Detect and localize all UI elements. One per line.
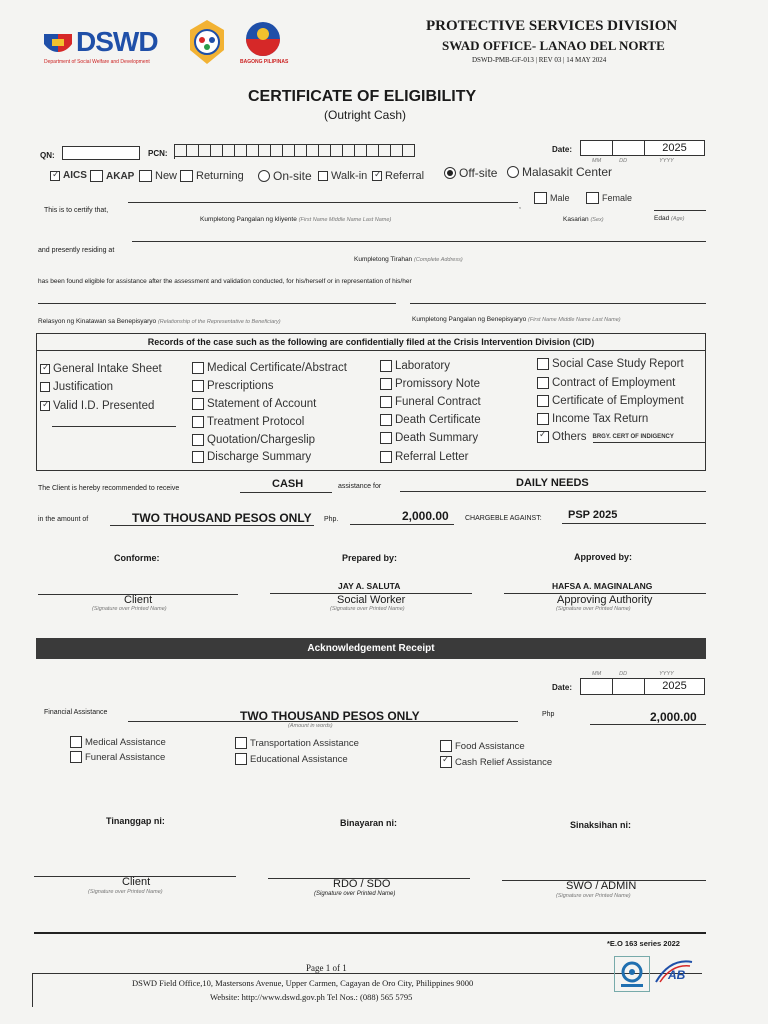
record-valid-id[interactable]: ✓ Valid I.D. Presented xyxy=(40,400,154,412)
record-medical-cert[interactable]: Medical Certificate/Abstract xyxy=(192,362,347,374)
contract-employment-checkbox[interactable] xyxy=(537,377,549,389)
record-referral-letter[interactable]: Referral Letter xyxy=(380,451,469,463)
received-label: Tinanggap ni: xyxy=(106,816,165,826)
promissory-checkbox[interactable] xyxy=(380,378,392,390)
record-treatment[interactable]: Treatment Protocol xyxy=(192,416,304,428)
swo-label: SWO / ADMIN xyxy=(566,880,637,892)
death-cert-checkbox[interactable] xyxy=(380,414,392,426)
footer-contact: Website: http://www.dswd.gov.ph Tel Nos.: (088) 565 5795 xyxy=(210,992,413,1002)
record-laboratory[interactable]: Laboratory xyxy=(380,360,450,372)
malasakit-option[interactable] xyxy=(507,165,612,179)
female-checkbox[interactable] xyxy=(586,192,599,204)
date-field[interactable] xyxy=(580,140,705,156)
case-study-checkbox[interactable] xyxy=(537,358,549,370)
aics-label: AICS xyxy=(63,170,87,181)
client-sig-caption: (Signature over Printed Name) xyxy=(92,606,167,612)
record-death-cert[interactable]: Death Certificate xyxy=(380,414,481,426)
office-title: SWAD OFFICE- LANAO DEL NORTE xyxy=(442,38,665,53)
address-caption: Kumpletong Tirahan (Complete Address) xyxy=(354,256,463,263)
ack-amount-value: 2,000.00 xyxy=(650,710,697,724)
amount-label: in the amount of xyxy=(38,516,89,523)
dswd-emblem-icon xyxy=(42,30,74,56)
chargeable-label: CHARGEBLE AGAINST: xyxy=(465,515,542,522)
offsite-radio[interactable] xyxy=(444,167,456,179)
onsite-radio[interactable] xyxy=(258,170,270,182)
bagong-seal-icon xyxy=(188,18,226,66)
ack-amount-words-line[interactable] xyxy=(128,721,518,722)
comma: , xyxy=(519,203,521,210)
akap-label: AKAP xyxy=(106,170,135,182)
client-name-caption: Kumpletong Pangalan ng kliyente (First Name Middle Name Last Name) xyxy=(200,216,392,223)
ack-food-checkbox[interactable] xyxy=(440,740,452,752)
others-value: BRGY. CERT OF INDIGENCY xyxy=(592,434,674,440)
ack-php-label: Php xyxy=(542,711,555,718)
records-header: Records of the case such as the following are confidentially filed at the Crisis Intervention Division (CID) xyxy=(37,334,705,351)
amount-value: 2,000.00 xyxy=(402,509,449,523)
financial-label: Financial Assistance xyxy=(44,709,108,716)
offsite-option[interactable] xyxy=(444,166,497,180)
record-quotation[interactable]: Quotation/Chargeslip xyxy=(192,434,315,446)
qn-label: QN: xyxy=(40,151,55,160)
justification-checkbox[interactable] xyxy=(40,382,50,392)
record-statement[interactable]: Statement of Account xyxy=(192,398,316,410)
others-line[interactable] xyxy=(593,442,705,443)
male-label: Male xyxy=(550,193,570,203)
ack-header: Acknowledgement Receipt xyxy=(36,638,706,659)
returning-label: Returning xyxy=(196,170,244,182)
ack-date-captions: MM DD YYYY xyxy=(592,671,674,677)
ack-educational[interactable]: Educational Assistance xyxy=(235,753,348,765)
onsite-option[interactable] xyxy=(258,169,312,183)
program-aics[interactable] xyxy=(50,170,87,181)
ack-client-label: Client xyxy=(122,876,151,888)
akap-checkbox[interactable] xyxy=(90,170,103,182)
ack-food[interactable]: Food Assistance xyxy=(440,740,525,752)
walkin-label: Walk-in xyxy=(331,170,368,182)
col1-blank-line[interactable] xyxy=(52,426,176,427)
cert-employment-checkbox[interactable] xyxy=(537,395,549,407)
record-justification[interactable]: Justification xyxy=(40,381,113,393)
ack-amount-words: TWO THOUSAND PESOS ONLY xyxy=(240,709,420,723)
age-caption: Edad (Age) xyxy=(654,215,685,222)
offsite-label: Off-site xyxy=(459,166,498,180)
ack-funeral[interactable]: Funeral Assistance xyxy=(70,751,165,763)
swo-sig-caption: (Signature over Printed Name) xyxy=(556,893,631,899)
itr-checkbox[interactable] xyxy=(537,413,549,425)
amount-in-words-caption: (Amount in words) xyxy=(288,723,333,729)
page-subtitle: (Outright Cash) xyxy=(324,108,407,122)
relationship-caption: Relasyon ng Kinatawan sa Benepisyaryo (Relationship of the Representative to Beneficiary) xyxy=(38,318,281,325)
amount-value-line[interactable] xyxy=(350,524,454,525)
male-option[interactable] xyxy=(534,192,570,204)
ack-date-label: Date: xyxy=(552,683,573,692)
footer-address: DSWD Field Office,10, Mastersons Avenue, Upper Carmen, Cagayan de Oro City, Philippines 9000 xyxy=(132,978,474,988)
referral-option[interactable] xyxy=(372,170,424,182)
iso-badge xyxy=(614,956,650,992)
client-returning[interactable] xyxy=(180,170,244,182)
residing-text: and presently residing at xyxy=(38,247,115,254)
quotation-checkbox[interactable] xyxy=(192,434,204,446)
chargeable-value: PSP 2025 xyxy=(568,509,618,521)
statement-checkbox[interactable] xyxy=(192,398,204,410)
qn-field[interactable] xyxy=(62,146,140,160)
pcn-label: PCN: xyxy=(148,149,168,158)
footer-divider xyxy=(34,932,706,934)
recommended-text: The Client is hereby recommended to receive xyxy=(38,485,180,492)
social-worker-sig-caption: (Signature over Printed Name) xyxy=(330,606,405,612)
page-title: CERTIFICATE OF ELIGIBILITY xyxy=(248,88,477,105)
ack-funeral-checkbox[interactable] xyxy=(70,751,82,763)
php-label: Php. xyxy=(324,516,339,523)
bagong-pilipinas-icon xyxy=(240,20,286,58)
death-summary-checkbox[interactable] xyxy=(380,432,392,444)
record-general-intake[interactable]: ✓ General Intake Sheet xyxy=(40,363,162,375)
date-year: 2025 xyxy=(662,142,687,154)
brand-text: DSWD xyxy=(76,26,158,57)
record-funeral-contract[interactable]: Funeral Contract xyxy=(380,396,481,408)
approver-name: HAFSA A. MAGINALANG xyxy=(552,581,653,591)
client-name-line[interactable] xyxy=(128,202,518,203)
social-worker-name: JAY A. SALUTA xyxy=(338,581,401,591)
ack-date-field[interactable] xyxy=(580,678,705,695)
record-discharge[interactable]: Discharge Summary xyxy=(192,451,311,463)
assistance-for-text: assistance for xyxy=(338,483,382,490)
ack-cash-relief[interactable]: ✓ Cash Relief Assistance xyxy=(440,756,552,768)
division-title: PROTECTIVE SERVICES DIVISION xyxy=(426,18,678,34)
relationship-line[interactable] xyxy=(38,303,396,304)
beneficiary-line[interactable] xyxy=(410,303,706,304)
bagong-pilipinas-logo xyxy=(240,20,290,68)
program-akap[interactable] xyxy=(90,170,134,182)
funeral-contract-checkbox[interactable] xyxy=(380,396,392,408)
amount-words-line[interactable] xyxy=(110,525,314,526)
witness-label: Sinaksihan ni: xyxy=(570,820,632,830)
others-checkbox[interactable] xyxy=(537,431,549,443)
ack-educational-checkbox[interactable] xyxy=(235,753,247,765)
purpose-line[interactable] xyxy=(400,491,706,492)
iso-certification-icon xyxy=(615,957,649,991)
referral-checkbox[interactable] xyxy=(372,171,382,181)
page-number: Page 1 of 1 xyxy=(306,963,347,973)
prepared-label: Prepared by: xyxy=(342,553,398,563)
referral-letter-checkbox[interactable] xyxy=(380,451,392,463)
beneficiary-caption: Kumpletong Pangalan ng Benepisyaryo (First Name Middle Name Last Name) xyxy=(412,316,621,323)
ack-transportation[interactable]: Transportation Assistance xyxy=(235,737,359,749)
malasakit-radio[interactable] xyxy=(507,166,519,178)
record-promissory[interactable]: Promissory Note xyxy=(380,378,480,390)
walkin-option[interactable] xyxy=(318,170,367,182)
ack-medical[interactable]: Medical Assistance xyxy=(70,736,166,748)
returning-checkbox[interactable] xyxy=(180,170,193,182)
record-itr[interactable]: Income Tax Return xyxy=(537,413,648,425)
conforme-label: Conforme: xyxy=(114,553,160,563)
ack-medical-checkbox[interactable] xyxy=(70,736,82,748)
client-new[interactable] xyxy=(139,170,177,182)
ack-cash-relief-checkbox[interactable] xyxy=(440,756,452,768)
ab-cert-logo xyxy=(652,956,696,996)
general-intake-checkbox[interactable] xyxy=(40,364,50,374)
new-checkbox[interactable] xyxy=(139,170,152,182)
ack-amount-value-line[interactable] xyxy=(590,724,706,725)
bagong-text: BAGONG PILIPINAS xyxy=(240,59,289,65)
walkin-checkbox[interactable] xyxy=(318,171,328,181)
female-label: Female xyxy=(602,193,633,203)
malasakit-label: Malasakit Center xyxy=(522,165,613,179)
seal-logo xyxy=(188,18,228,66)
prescriptions-checkbox[interactable] xyxy=(192,380,204,392)
eligible-text: has been found eligible for assistance after the assessment and validation conducted, for his/herself or in representation of his/her xyxy=(38,278,412,285)
referral-label: Referral xyxy=(385,170,425,182)
chargeable-line[interactable] xyxy=(562,523,706,524)
date-label: Date: xyxy=(552,145,573,154)
ab-text: AB xyxy=(668,968,686,982)
brand-subtext: Department of Social Welfare and Development xyxy=(44,59,150,65)
onsite-label: On-site xyxy=(273,169,312,183)
age-line[interactable] xyxy=(654,210,706,211)
valid-id-checkbox[interactable] xyxy=(40,401,50,411)
mode-line[interactable] xyxy=(240,492,332,493)
record-prescriptions[interactable]: Prescriptions xyxy=(192,380,273,392)
record-others[interactable]: ✓ Others BRGY. CERT OF INDIGENCY xyxy=(537,431,674,443)
certify-text: This is to certify that, xyxy=(44,207,109,214)
paid-label: Binayaran ni: xyxy=(340,818,398,828)
female-option[interactable] xyxy=(586,192,632,204)
approver-sig-caption: (Signature over Printed Name) xyxy=(556,606,631,612)
record-case-study[interactable]: Social Case Study Report xyxy=(537,358,684,370)
client-label: Client xyxy=(124,594,153,606)
purpose-value: DAILY NEEDS xyxy=(516,477,589,489)
rdo-sig-caption: (Signature over Printed Name) xyxy=(314,891,396,897)
record-contract-employment[interactable]: Contract of Employment xyxy=(537,377,675,389)
approver-label: Approving Authority xyxy=(557,594,653,606)
dswd-logo xyxy=(42,26,176,70)
laboratory-checkbox[interactable] xyxy=(380,360,392,372)
eo-text: *E.O 163 series 2022 xyxy=(607,939,680,948)
doc-code: DSWD-PMB-GF-013 | REV 03 | 14 MAY 2024 xyxy=(472,56,607,64)
address-line[interactable] xyxy=(132,241,706,242)
amount-words: TWO THOUSAND PESOS ONLY xyxy=(132,511,312,525)
new-label: New xyxy=(155,170,178,182)
ack-transportation-checkbox[interactable] xyxy=(235,737,247,749)
aics-checkbox[interactable] xyxy=(50,171,60,181)
rdo-label: RDO / SDO xyxy=(333,878,391,890)
approved-label: Approved by: xyxy=(574,552,633,562)
male-checkbox[interactable] xyxy=(534,192,547,204)
pcn-field[interactable] xyxy=(174,144,426,159)
social-worker-label: Social Worker xyxy=(337,594,406,606)
date-captions: MM DD YYYY xyxy=(592,158,674,164)
medical-cert-checkbox[interactable] xyxy=(192,362,204,374)
mode-value: CASH xyxy=(272,478,304,490)
discharge-checkbox[interactable] xyxy=(192,451,204,463)
record-cert-employment[interactable]: Certificate of Employment xyxy=(537,395,684,407)
ack-date-year: 2025 xyxy=(662,680,687,692)
sex-caption: Kasarian (Sex) xyxy=(563,216,604,223)
record-death-summary[interactable]: Death Summary xyxy=(380,432,478,444)
ack-client-sig-caption: (Signature over Printed Name) xyxy=(88,889,163,895)
treatment-checkbox[interactable] xyxy=(192,416,204,428)
